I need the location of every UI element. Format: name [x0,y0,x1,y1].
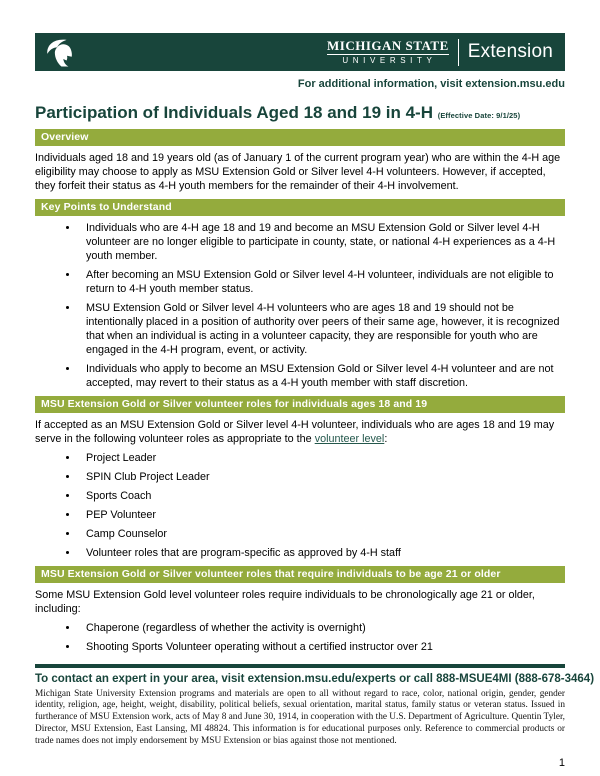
additional-info-line: For additional information, visit extension.msu.edu [297,78,565,90]
page-number: 1 [558,756,565,769]
extension-brand: Extension [467,41,553,62]
intro-text-after-link: : [384,432,388,445]
header-band [35,33,565,71]
msu-wordmark [327,39,449,65]
msu-extension-wordmark [327,39,553,66]
list-item: • SPIN Club Project Leader [79,470,565,484]
section-heading-key-points: Key Points to Understand [35,199,565,216]
list-item: • Volunteer roles that are program-specific as approved by 4-H staff [79,546,565,560]
section-heading-roles-18-19: MSU Extension Gold or Silver volunteer roles for individuals ages 18 and 19 [35,396,565,413]
volunteer-level-link[interactable]: volunteer level [314,432,385,445]
wordmark-line2: UNIVERSITY [342,55,437,65]
list-item: • Individuals who are 4-H age 18 and 19 and become an MSU Extension Gold or Silver level 4-H volunteer are no longer eligible to participate in county, state, or national 4-H experiences as a 4-H youth member. [79,221,565,263]
roles-18-19-list [35,451,565,560]
wordmark-divider [458,39,459,66]
list-item: • Camp Counselor [79,527,565,541]
roles-21-list [35,621,565,654]
list-item: • Sports Coach [79,489,565,503]
contact-expert-line: To contact an expert in your area, visit extension.msu.edu/experts or call 888-MSUE4MI (888-678-3464) [35,672,595,685]
section-heading-overview: Overview [35,129,565,146]
intro-text-before-link: If accepted as an MSU Extension Gold or Silver level 4-H volunteer, individuals who are ages 18 and 19 may serve in the following volunteer roles as appropriate to the [35,418,555,445]
effective-date: (Effective Date: 9/1/25) [437,111,521,120]
section-heading-roles-21: MSU Extension Gold or Silver volunteer roles that require individuals to be age 21 or older [35,566,565,583]
page-title [35,103,565,123]
list-item: • Individuals who apply to become an MSU Extension Gold or Silver level 4-H volunteer and are not accepted, may revert to their status as a 4-H youth member with staff discretion. [79,362,565,390]
page-title-text: Participation of Individuals Aged 18 and 19 in 4-H [35,103,433,122]
list-item: • MSU Extension Gold or Silver level 4-H volunteers who are ages 18 and 19 should not be intentionally placed in a position of authority over peers of their same age, however, it is recognized that when an individual is acting in a volunteer capacity, they are responsible for youth who are engaged in the 4-H program, event, or activity. [79,301,565,357]
list-item: • Project Leader [79,451,565,465]
roles-21-intro: Some MSU Extension Gold level volunteer roles require individuals to be chronologically age 21 or older, including: [35,588,535,615]
list-item: • Chaperone (regardless of whether the activity is overnight) [79,621,565,635]
spartan-helmet-icon [44,37,76,67]
footer-divider-rule [35,664,565,668]
key-points-list [35,221,565,390]
nondiscrimination-fine-print: Michigan State University Extension programs and materials are open to all without regard to race, color, national origin, gender, gender identity, religion, age, height, weight, disability, political beliefs, sexual orientation, marital status, family status or veteran status. Issued in furtherance of MSU Extension work, acts of May 8 and June 30, 1914, in cooperation with the U.S. Department of Agriculture. Quentin Tyler, Director, MSU Extension, East Lansing, MI 48824. This information is for educational purposes only. Reference to commercial products or trade names does not imply endorsement by MSU Extension or bias against those not mentioned. [35,688,565,746]
overview-paragraph: Individuals aged 18 and 19 years old (as of January 1 of the current program year) who are within the 4-H age eligibility may choose to apply as MSU Extension Gold or Silver level 4-H volunteers. However, if accepted, they forfeit their status as 4-H youth members for the remainder of their 4-H involvement. [35,151,561,192]
wordmark-line1: MICHIGAN STATE [327,38,449,54]
roles-18-19-intro [35,418,565,446]
list-item: • After becoming an MSU Extension Gold or Silver level 4-H volunteer, individuals are not eligible to return to 4-H youth member status. [79,268,565,296]
list-item: • Shooting Sports Volunteer operating without a certified instructor over 21 [79,640,565,654]
list-item: • PEP Volunteer [79,508,565,522]
